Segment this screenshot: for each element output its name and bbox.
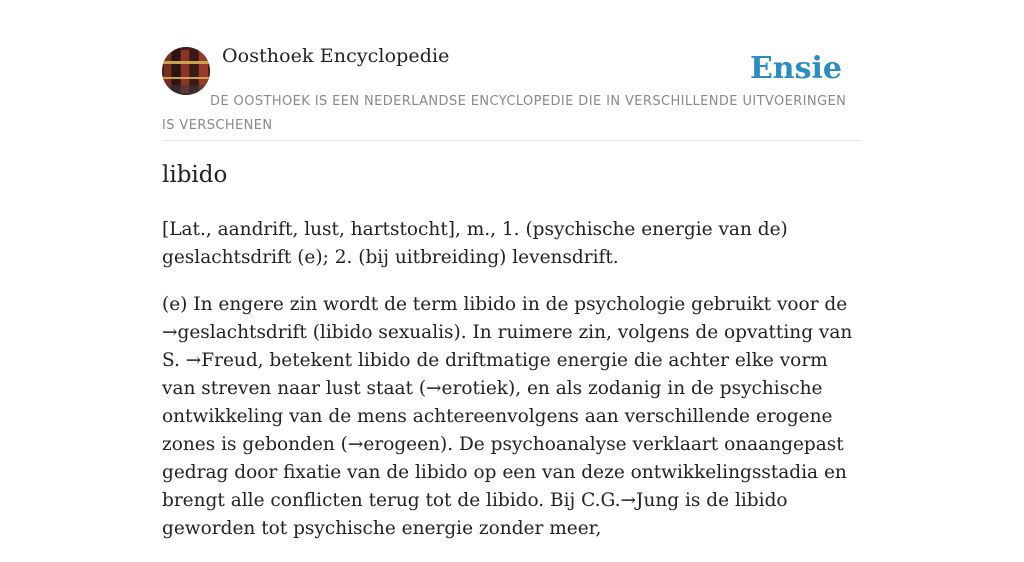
article-paragraph: (e) In engere zin wordt de term libido in de psychologie gebruikt voor de →geslachtsdrift (libido sexualis). In ruimere zin, volgens de opvatting van S. →Freud, betekent libido de driftmatige energie die achter elke vorm van streven naar lust staat (→erotiek), en als zodanig in de psychische ontwikkeling van de mens achtereenvolgens aan verschillende erogene zones is gebonden (→erogeen). De psychoanalyse verklaart onaangepast gedrag door fixatie van de libido op een van deze ontwikkelingsstadia en brengt alle conflicten terug tot de libido. Bij C.G.→Jung is de libido geworden tot psychische energie zonder meer, bbox=[162, 294, 853, 539]
article-title: libido bbox=[162, 162, 228, 188]
article-paragraph: [Lat., aandrift, lust, hartstocht], m., 1. (psychische energie van de) geslachtsdrift (e); 2. (bij uitbreiding) levensdrift. bbox=[162, 219, 788, 268]
brand-logo[interactable]: Ensie bbox=[749, 51, 842, 86]
site-title[interactable]: Oosthoek Encyclopedie bbox=[222, 45, 450, 67]
book-spines-icon[interactable] bbox=[162, 47, 210, 95]
page bbox=[162, 0, 862, 539]
site-tagline bbox=[162, 90, 862, 138]
site-header bbox=[162, 0, 862, 141]
article-body bbox=[162, 216, 862, 562]
site-tagline-text: DE OOSTHOEK IS EEN NEDERLANDSE ENCYCLOPEDIE DIE IN VERSCHILLENDE UITVOERINGEN IS VERSCHENEN bbox=[162, 94, 847, 133]
